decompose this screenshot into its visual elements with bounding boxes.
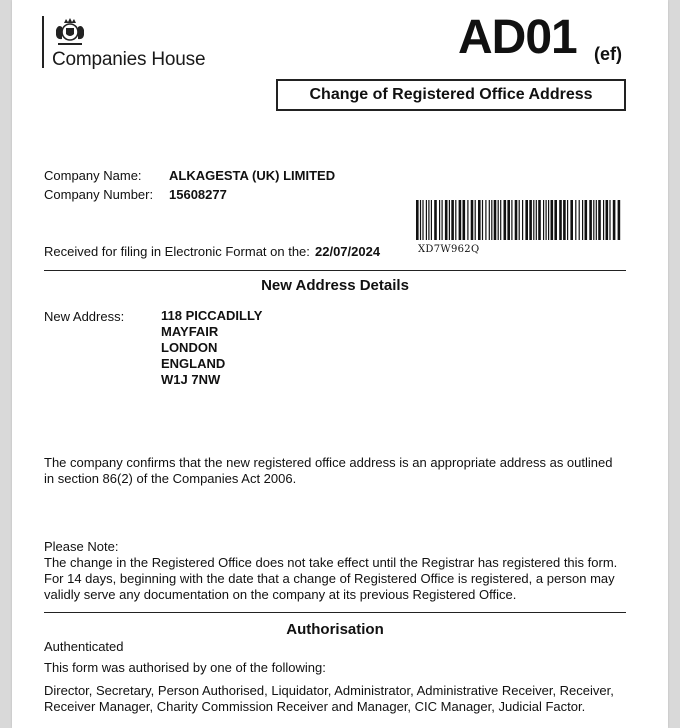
address-line: 118 PICCADILLY xyxy=(161,308,263,323)
new-address-label: New Address: xyxy=(44,309,125,324)
company-name-label: Company Name: xyxy=(44,168,142,183)
address-line: LONDON xyxy=(161,340,218,355)
form-title-box xyxy=(276,79,626,111)
note-heading: Please Note: xyxy=(44,539,119,554)
confirmation-line: in section 86(2) of the Companies Act 2006. xyxy=(44,471,297,486)
barcode-text: XD7W962Q xyxy=(418,244,480,255)
authorisation-section-title: Authorisation xyxy=(286,621,384,638)
logo-divider xyxy=(42,16,44,68)
note-line: The change in the Registered Office does not take effect until the Registrar has registered this form. xyxy=(44,555,618,570)
please-note xyxy=(44,539,617,603)
confirmation-text xyxy=(44,455,612,487)
brand-name: Companies House xyxy=(52,49,206,70)
address-line: MAYFAIR xyxy=(161,324,219,339)
form-code: AD01 xyxy=(458,11,577,64)
company-name-value: ALKAGESTA (UK) LIMITED xyxy=(169,168,336,183)
address-line: ENGLAND xyxy=(161,356,226,371)
authorisation-intro: This form was authorised by one of the following: xyxy=(44,660,326,675)
company-number-label: Company Number: xyxy=(44,187,154,202)
authentication-status: Authenticated xyxy=(44,639,124,654)
document-page xyxy=(12,0,668,728)
divider xyxy=(44,270,626,271)
confirmation-line: The company confirms that the new registered office address is an appropriate address as outlined xyxy=(44,455,613,470)
form-title: Change of Registered Office Address xyxy=(309,86,593,103)
address-line: W1J 7NW xyxy=(161,372,221,387)
royal-crest-icon xyxy=(52,16,88,48)
barcode xyxy=(416,200,622,240)
authorised-roles xyxy=(44,683,614,715)
company-number-value: 15608277 xyxy=(169,187,227,202)
divider xyxy=(44,612,626,613)
note-line: validly serve any documentation on the company at its previous Registered Office. xyxy=(44,587,517,602)
form-suffix: (ef) xyxy=(594,44,622,64)
note-line: For 14 days, beginning with the date that a change of Registered Office is registered, a person may xyxy=(44,571,615,586)
roles-line: Director, Secretary, Person Authorised, Liquidator, Administrator, Administrative Receiver, Receiver, xyxy=(44,683,614,698)
received-label: Received for filing in Electronic Format on the: xyxy=(44,244,310,259)
received-date: 22/07/2024 xyxy=(315,244,381,259)
new-address-section-title: New Address Details xyxy=(261,277,409,294)
new-address-block xyxy=(161,308,262,388)
roles-line: Receiver Manager, Charity Commission Receiver and Manager, CIC Manager, Judicial Factor. xyxy=(44,699,586,714)
